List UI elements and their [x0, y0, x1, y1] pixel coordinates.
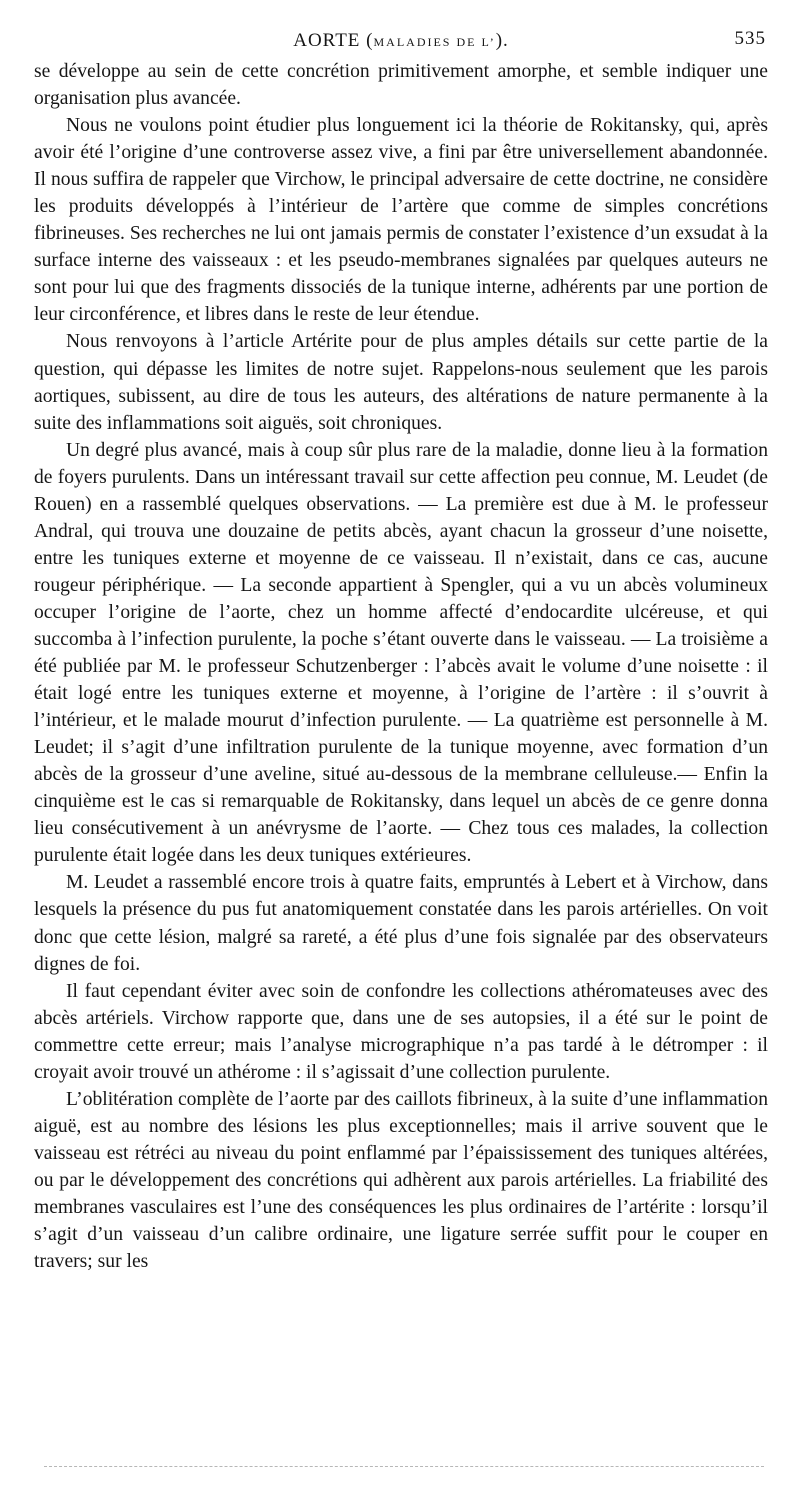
paragraph-4: Un degré plus avancé, mais à coup sûr plus rare de la maladie, donne lieu à la formation de foyers purulents. Dans un intéressant travail sur cette affection peu connue, M. Leudet (de Rouen) en a rassemblé quelques observations. — La première est due à M. le professeur Andral, qui trouva une douzaine de petits abcès, ayant chacun la grosseur d’une noisette, entre les tuniques externe et moyenne de ce vaisseau. Il n’existait, dans ce cas, aucune rougeur périphérique. — La seconde appartient à Spengler, qui a vu un abcès volumineux occuper l’origine de l’aorte, chez un homme affecté d’endocardite ulcéreuse, et qui succomba à l’infection purulente, la poche s’étant ouverte dans le vaisseau. — La troisième a été publiée par M. le professeur Schutzenberger : l’abcès avait le volume d’une noisette : il était logé entre les tuniques externe et moyenne, à l’origine de l’artère : il s’ouvrit à l’intérieur, et le malade mourut d’infection purulente. — La quatrième est personnelle à M. Leudet; il s’agit d’une infiltration purulente de la tunique moyenne, avec formation d’un abcès de la grosseur d’une aveline, situé au-dessous de la membrane celluleuse.— Enfin la cinquième est le cas si remarquable de Rokitansky, dans lequel un abcès de ce genre donna lieu consécutivement à un anévrysme de l’aorte. — Chez tous ces malades, la collection purulente était logée dans les deux tuniques extérieures.: [34, 439, 768, 867]
paragraph-2: Nous ne voulons point étudier plus longuement ici la théorie de Rokitansky, qui, après avoir été l’origine d’une controverse assez vive, a fini par être universellement abandonnée. Il nous suffira de rappeler que Virchow, le principal adversaire de cette doctrine, ne considère les produits développés à l’intérieur de l’artère que comme de simples concrétions fibrineuses. Ses recherches ne lui ont jamais permis de constater l’existence d’un exsudat à la surface interne des vaisseaux : et les pseudo-membranes signalées par quelques auteurs ne sont pour lui que des fragments dissociés de la tunique interne, adhérents par une portion de leur circonférence, et libres dans le reste de leur étendue.: [34, 115, 768, 326]
running-title-main: AORTE (: [293, 30, 374, 51]
book-page: [34, 28, 768, 1275]
page-number: 535: [734, 28, 766, 49]
running-title-smallcaps: MALADIES DE L’: [373, 35, 496, 49]
paragraph-5: M. Leudet a rassemblé encore trois à quatre faits, empruntés à Lebert et à Virchow, dans lesquels la présence du pus fut anatomiquement constatée dans les parois artérielles. On voit donc que cette lésion, malgré sa rareté, a été plus d’une fois signalée par des observateurs dignes de foi.: [34, 872, 768, 975]
paragraph-6: Il faut cependant éviter avec soin de confondre les collections athéromateuses avec des abcès artériels. Virchow rapporte que, dans une de ses autopsies, il a été sur le point de commettre cette erreur; mais l’analyse micrographique n’a pas tardé à le détromper : il croyait avoir trouvé un athérome : il s’agissait d’une collection purulente.: [34, 980, 768, 1083]
running-title: [34, 30, 768, 52]
running-title-close: ).: [495, 30, 509, 51]
paragraph-3: Nous renvoyons à l’article Artérite pour de plus amples détails sur cette partie de la question, qui dépasse les limites de notre sujet. Rappelons-nous seulement que les parois aortiques, subissent, au dire de tous les auteurs, des altérations de nature permanente à la suite des inflammations soit aiguës, soit chroniques.: [34, 331, 768, 434]
running-head: [34, 28, 768, 58]
body-text: [34, 58, 768, 1275]
paragraph-7: L’oblitération complète de l’aorte par des caillots fibrineux, à la suite d’une inflammation aiguë, est au nombre des lésions les plus exceptionnelles; mais il arrive souvent que le vaisseau est rétréci au niveau du point enflammé par l’épaississement des tuniques altérées, ou par le développement des concrétions qui adhèrent aux parois artérielles. La friabilité des membranes vasculaires est l’une des conséquences les plus ordinaires de l’artérite : lorsqu’il s’agit d’un vaisseau d’un calibre ordinaire, une ligature serrée suffit pour le couper en travers; sur les: [34, 1088, 768, 1273]
bottom-rule: [44, 1466, 764, 1467]
paragraph-1: se développe au sein de cette concrétion primitivement amorphe, et semble indiquer une organisation plus avancée.: [34, 61, 768, 110]
